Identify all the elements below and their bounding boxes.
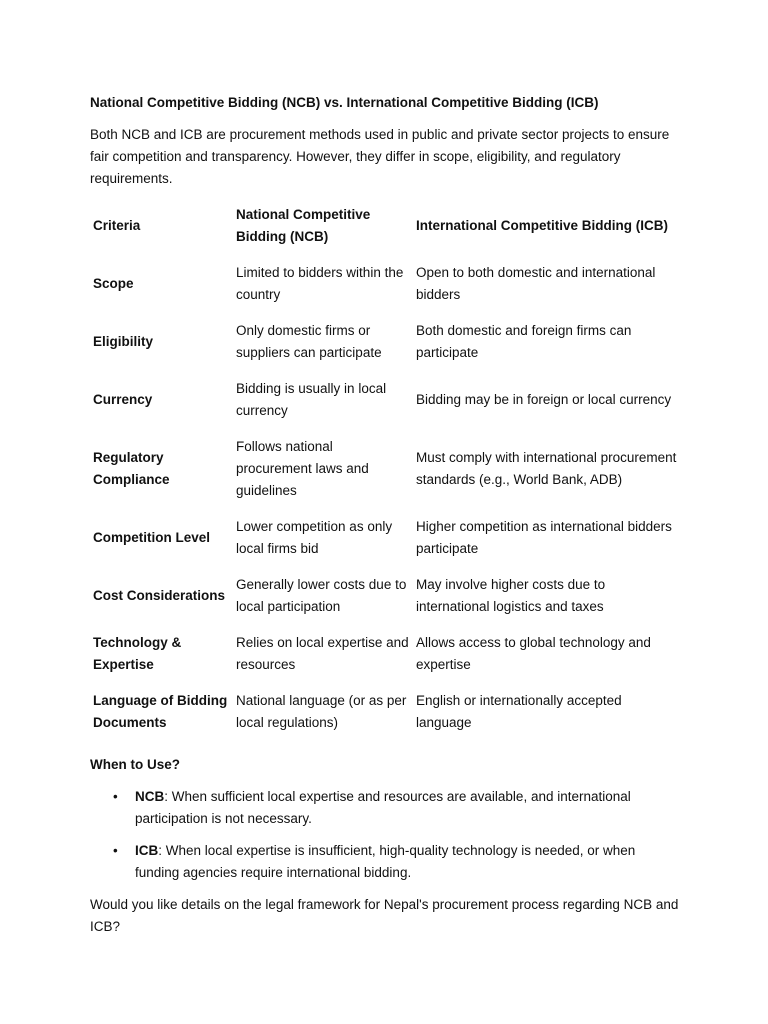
row-icb: Open to both domestic and international bidders [416,265,656,302]
when-to-use-heading: When to Use? [90,757,180,772]
bullet-icon: • [113,789,118,804]
row-criteria: Language of Bidding Documents [93,693,228,730]
row-criteria: Eligibility [93,334,154,349]
row-icb: Must comply with international procurement standards (e.g., World Bank, ADB) [416,450,677,487]
bullet-text: : When local expertise is insufficient, high-quality technology is needed, or when funding agencies require international bidding. [135,843,636,880]
row-criteria: Competition Level [93,530,211,545]
usage-list [90,786,680,884]
bullet-text: : When sufficient local expertise and resources are available, and international participation is not necessary. [135,789,631,826]
table-header-row [90,204,680,262]
table-row [90,320,680,378]
header-icb: International Competitive Bidding (ICB) [416,218,668,233]
row-icb: Allows access to global technology and expertise [416,635,651,672]
bullet-term: ICB [135,843,159,858]
row-criteria: Currency [93,392,153,407]
table-row [90,436,680,516]
document-title: National Competitive Bidding (NCB) vs. International Competitive Bidding (ICB) [90,95,599,110]
table-row [90,574,680,632]
row-icb: May involve higher costs due to international logistics and taxes [416,577,606,614]
row-icb: Both domestic and foreign firms can participate [416,323,632,360]
row-criteria: Cost Considerations [93,588,226,603]
comparison-table [90,204,680,748]
row-ncb: National language (or as per local regulations) [236,693,407,730]
row-criteria: Technology & Expertise [93,635,182,672]
bullet-icon: • [113,843,118,858]
bullet-term: NCB [135,789,165,804]
row-ncb: Only domestic firms or suppliers can participate [236,323,382,360]
row-criteria: Scope [93,276,134,291]
row-ncb: Bidding is usually in local currency [236,381,387,418]
table-row [90,516,680,574]
row-ncb: Follows national procurement laws and guidelines [236,439,369,498]
closing-question: Would you like details on the legal framework for Nepal's procurement process regarding NCB and ICB? [90,897,679,934]
row-icb: English or internationally accepted language [416,693,622,730]
list-item [113,840,680,884]
table-row [90,262,680,320]
row-ncb: Relies on local expertise and resources [236,635,409,672]
header-criteria: Criteria [93,218,141,233]
document-page [90,92,680,938]
row-ncb: Generally lower costs due to local participation [236,577,407,614]
list-item [113,786,680,830]
row-icb: Higher competition as international bidders participate [416,519,672,556]
header-ncb: National Competitive Bidding (NCB) [236,207,371,244]
row-criteria: Regulatory Compliance [93,450,170,487]
row-icb: Bidding may be in foreign or local currency [416,392,672,407]
intro-paragraph: Both NCB and ICB are procurement methods used in public and private sector projects to ensure fair competition and transparency. However, they differ in scope, eligibility, and regulatory requirements. [90,127,670,186]
table-row [90,378,680,436]
row-ncb: Limited to bidders within the country [236,265,404,302]
table-row [90,690,680,748]
row-ncb: Lower competition as only local firms bid [236,519,393,556]
table-row [90,632,680,690]
